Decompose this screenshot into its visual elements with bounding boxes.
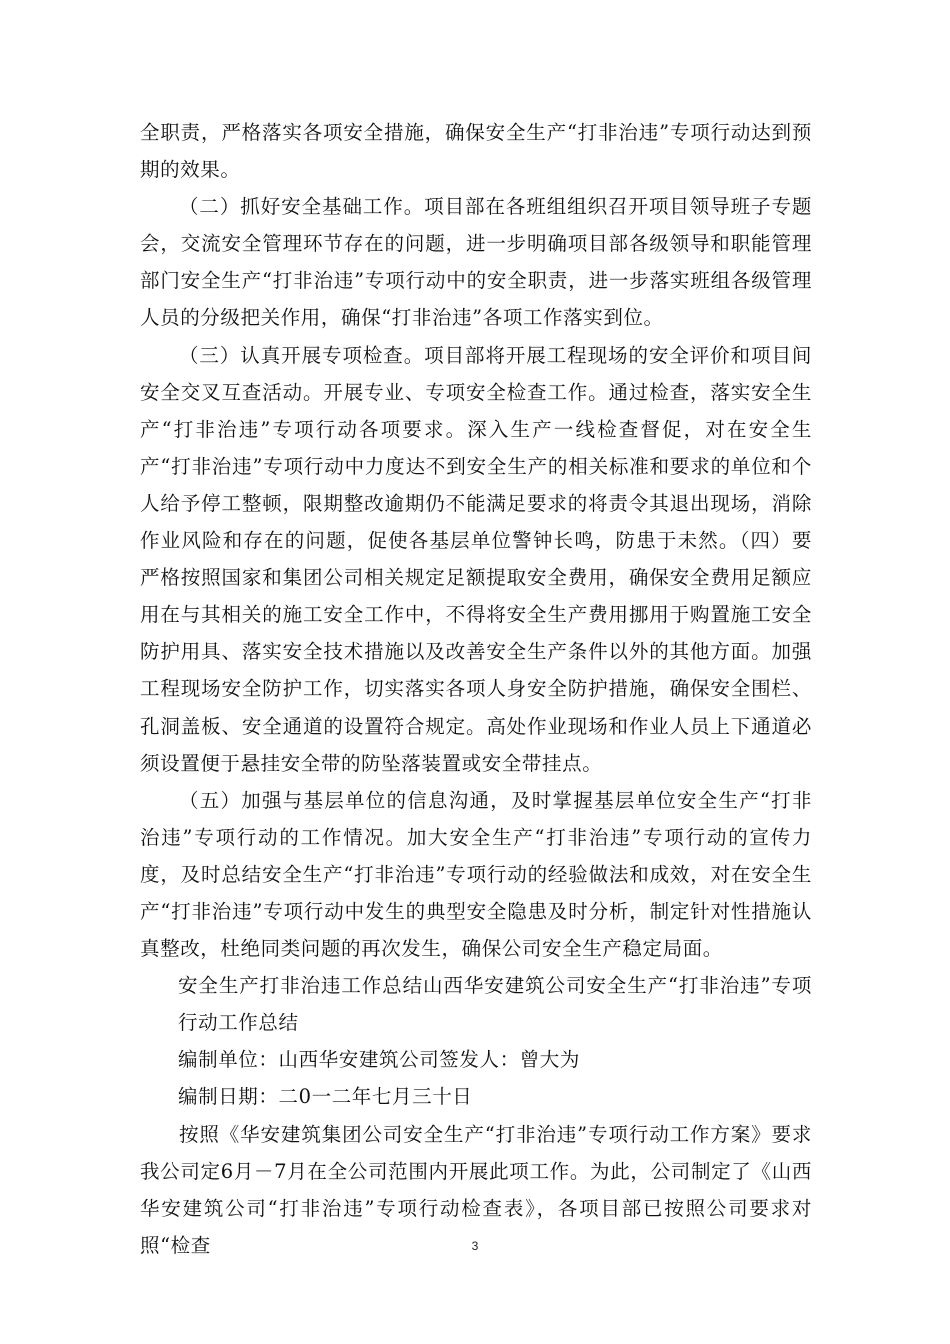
paragraph-section-2: （二）抓好安全基础工作。项目部在各班组组织召开项目领导班子专题会，交流安全管理环节存在的问题，进一步明确项目部各级领导和职能管理部门安全生产“打非治违”专项行动中的安全职责，进一步落实班组各级管理人员的分级把关作用，确保“打非治违”各项工作落实到位。 (140, 195, 812, 330)
document-body (140, 114, 812, 1264)
closing-paragraph: 按照《华安建筑集团公司安全生产“打非治违”专项行动工作方案》要求我公司定6月－7月在全公司范围内开展此项工作。为此，公司制定了《山西华安建筑公司“打非治违”专项行动检查表》，各项目部已按照公司要求对照“检查 (140, 1122, 812, 1257)
page-number: 3 (471, 1239, 479, 1253)
paragraph-section-3-4: （三）认真开展专项检查。项目部将开展工程现场的安全评价和项目间安全交叉互查活动。开展专业、专项安全检查工作。通过检查，落实安全生产“打非治违”专项行动各项要求。深入生产一线检查督促，对在安全生产“打非治违”专项行动中力度达不到安全生产的相关标准和要求的单位和个人给予停工整顿，限期整改逾期仍不能满足要求的将责令其退出现场，消除作业风险和存在的问题，促使各基层单位警钟长鸣，防患于未然。（四）要严格按照国家和集团公司相关规定足额提取安全费用，确保安全费用足额应用在与其相关的施工安全工作中，不得将安全生产费用挪用于购置施工安全防护用具、落实安全技术措施以及改善安全生产条件以外的其他方面。加强工程现场安全防护工作，切实落实各项人身安全防护措施，确保安全围栏、孔洞盖板、安全通道的设置符合规定。高处作业现场和作业人员上下通道必须设置便于悬挂安全带的防坠落装置或安全带挂点。 (140, 343, 812, 775)
compiler-line: 编制单位：山西华安建筑公司签发人：曾大为 (178, 1048, 581, 1072)
summary-title: 安全生产打非治违工作总结山西华安建筑公司安全生产“打非治违”专项行动工作总结 (178, 974, 812, 1035)
date-line: 编制日期：二0一二年七月三十日 (178, 1085, 473, 1109)
paragraph-continuation: 全职责，严格落实各项安全措施，确保安全生产“打非治违”专项行动达到预期的效果。 (140, 121, 812, 182)
paragraph-section-5: （五）加强与基层单位的信息沟通，及时掌握基层单位安全生产“打非治违”专项行动的工作情况。加大安全生产“打非治违”专项行动的宣传力度，及时总结安全生产“打非治违”专项行动的经验做法和成效，对在安全生产“打非治违”专项行动中发生的典型安全隐患及时分析，制定针对性措施认真整改，杜绝同类问题的再次发生，确保公司安全生产稳定局面。 (140, 788, 812, 961)
